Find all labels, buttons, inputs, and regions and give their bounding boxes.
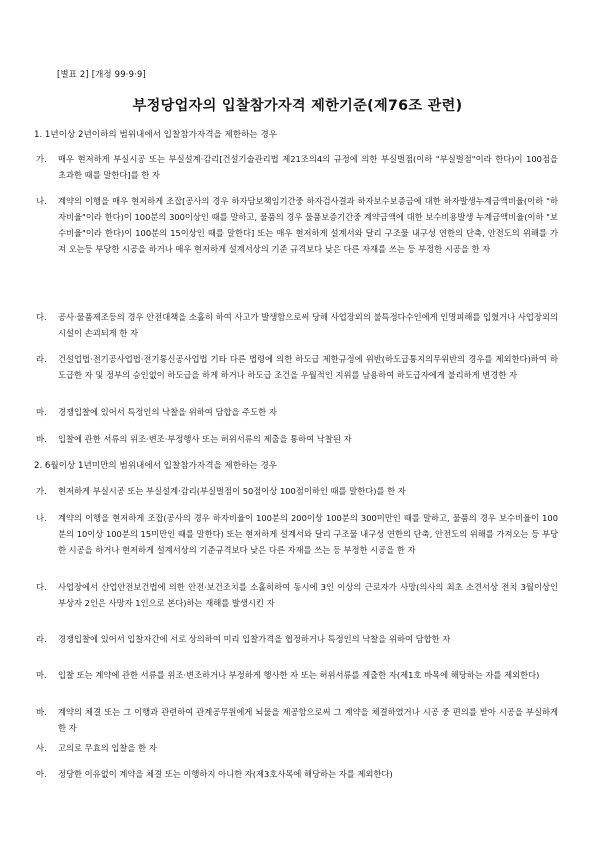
item-label: 다. — [36, 582, 47, 592]
item-text: 정당한 이유없이 계약을 체결 또는 이행하지 아니한 자(제3호사목에 해당하는 자를 제외한다) — [58, 769, 393, 779]
list-item — [36, 352, 558, 384]
item-text: 고의로 무효의 입찰을 한 자 — [58, 743, 157, 753]
item-label: 가. — [36, 486, 47, 496]
list-item — [36, 432, 558, 448]
list-item — [36, 405, 558, 421]
item-text: 사업장에서 산업안전보건법에 의한 안전·보건조치를 소홀히하여 동시에 3인 이상의 근로자가 사망(의사의 최초 소견서상 전치 3월이상인 부상자 2인은 사망자 1인으로 본다)하는 재해를 발생시킨 자 — [58, 582, 558, 608]
item-label: 가. — [36, 154, 47, 164]
list-item — [36, 310, 558, 342]
list-item — [36, 705, 558, 737]
item-text: 건설업법·전기공사업법·전기통신공사업법 기타 다른 법령에 의한 하도급 제한규정에 위반(하도급통지의무위반의 경우를 제외한다)하여 하도급한 자 및 정부의 승인없이 하도급을 하게 하거나 하도급 조건을 우월적인 지위를 남용하여 하도급자에게 불리하게 변경한 자 — [58, 354, 558, 380]
item-label: 나. — [36, 513, 47, 523]
list-item — [36, 668, 558, 684]
list-item — [36, 767, 558, 783]
item-text: 계약의 이행을 매우 현저하게 조잡[공사의 경우 하자담보책임기간중 하자검사결과 하자보수보증금에 대한 하자발생누계금액비율(이하 "하자비율"이라 한다)이 100분의 300이상인 때를 말하고, 물품의 경우 물품보증기간중 계약금액에 대한 보수비용발생 누계금액비율(이하 "보수비율"이라 한다)이 100분의 15이상인 때를 말한다] 또는 매우 현저하게 설계서와 달리 구조물 내구성 연한의 단축, 안전도의 위해를 가져 오는등 부당한 시공을 하거나 매우 현저하게 설계서상의 기준 규격보다 낮은 다른 자재를 쓰는 등 부정한 시공을 한 자 — [58, 196, 558, 254]
section-heading-1: 1. 1년이상 2년이하의 범위내에서 입찰참가자격을 제한하는 경우 — [34, 130, 278, 140]
list-item — [36, 484, 558, 500]
item-text: 현저하게 부실시공 또는 부실설계·감리(부실벌점이 50점이상 100점이하인 때를 말한다)를 한 자 — [58, 486, 406, 496]
item-label: 아. — [36, 769, 47, 779]
list-item — [36, 152, 558, 184]
list-item — [36, 741, 558, 757]
item-text: 입찰 또는 계약에 관한 서류를 위조·변조하거나 부정하게 행사한 자 또는 허위서류를 제출한 자(제1호 바목에 해당하는 자를 제외한다) — [58, 670, 540, 680]
page-title: 부정당업자의 입찰참가자격 제한기준(제76조 관련) — [132, 98, 463, 114]
item-text: 입찰에 관한 서류의 위조·변조·부정행사 또는 허위서류의 제출을 통하여 낙찰된 자 — [58, 434, 352, 444]
item-label: 마. — [36, 407, 47, 417]
list-item — [36, 632, 558, 648]
list-item — [36, 511, 558, 559]
item-label: 다. — [36, 312, 47, 322]
item-text: 경쟁입찰에 있어서 특정인의 낙찰을 위하여 담합을 주도한 자 — [58, 407, 277, 417]
item-text: 계약의 체결 또는 그 이행과 관련하여 관계공무원에게 뇌물을 제공함으로써 그 계약을 체결하였거나 시공 중 편의를 받아 시공을 부실하게 한 자 — [58, 707, 558, 733]
item-label: 사. — [36, 743, 47, 753]
list-item — [36, 194, 558, 258]
item-label: 마. — [36, 670, 47, 680]
item-label: 바. — [36, 434, 47, 444]
annex-tag: [별표 2] [개정 99·9·9] — [57, 69, 146, 79]
item-label: 바. — [36, 707, 47, 717]
item-text: 계약의 이행을 현저하게 조잡(공사의 경우 하자비율이 100분의 200이상 100분의 300미만인 때를 말하고, 물품의 경우 보수비율이 100분의 10이상 100분의 15미만인 때를 말한다) 또는 현저하게 설계서와 달리 구조물 내구성 연한의 단축, 안전도의 위해를 가져오는 등 부당한 시공을 하거나 현저하게 설계서상의 기준규격보다 낮은 다른 자재를 쓰는 등 부정한 시공을 한 자 — [58, 513, 558, 555]
list-item — [36, 580, 558, 612]
item-text: 공사·물품제조등의 경우 안전대책을 소홀히 하여 사고가 발생함으로써 당해 사업장외의 불특정다수인에게 인명피해를 입혔거나 사업장외의 시설이 손괴되게 한 자 — [58, 312, 558, 338]
item-label: 라. — [36, 634, 47, 644]
item-text: 매우 현저하게 부실시공 또는 부실설계·감리[건설기술관리법 제21조의4의 규정에 의한 부실벌점(이하 "부실벌점"이라 한다)이 100점을 초과한 때를 말한다]를 한 자 — [58, 154, 558, 180]
section-heading-2: 2. 6월이상 1년미만의 범위내에서 입찰참가자격을 제한하는 경우 — [34, 461, 278, 471]
item-text: 경쟁입찰에 있어서 입찰자간에 서로 상의하여 미리 입찰가격을 협정하거나 특정인의 낙찰을 위하여 담합한 자 — [58, 634, 451, 644]
item-label: 나. — [36, 196, 47, 206]
item-label: 라. — [36, 354, 47, 364]
